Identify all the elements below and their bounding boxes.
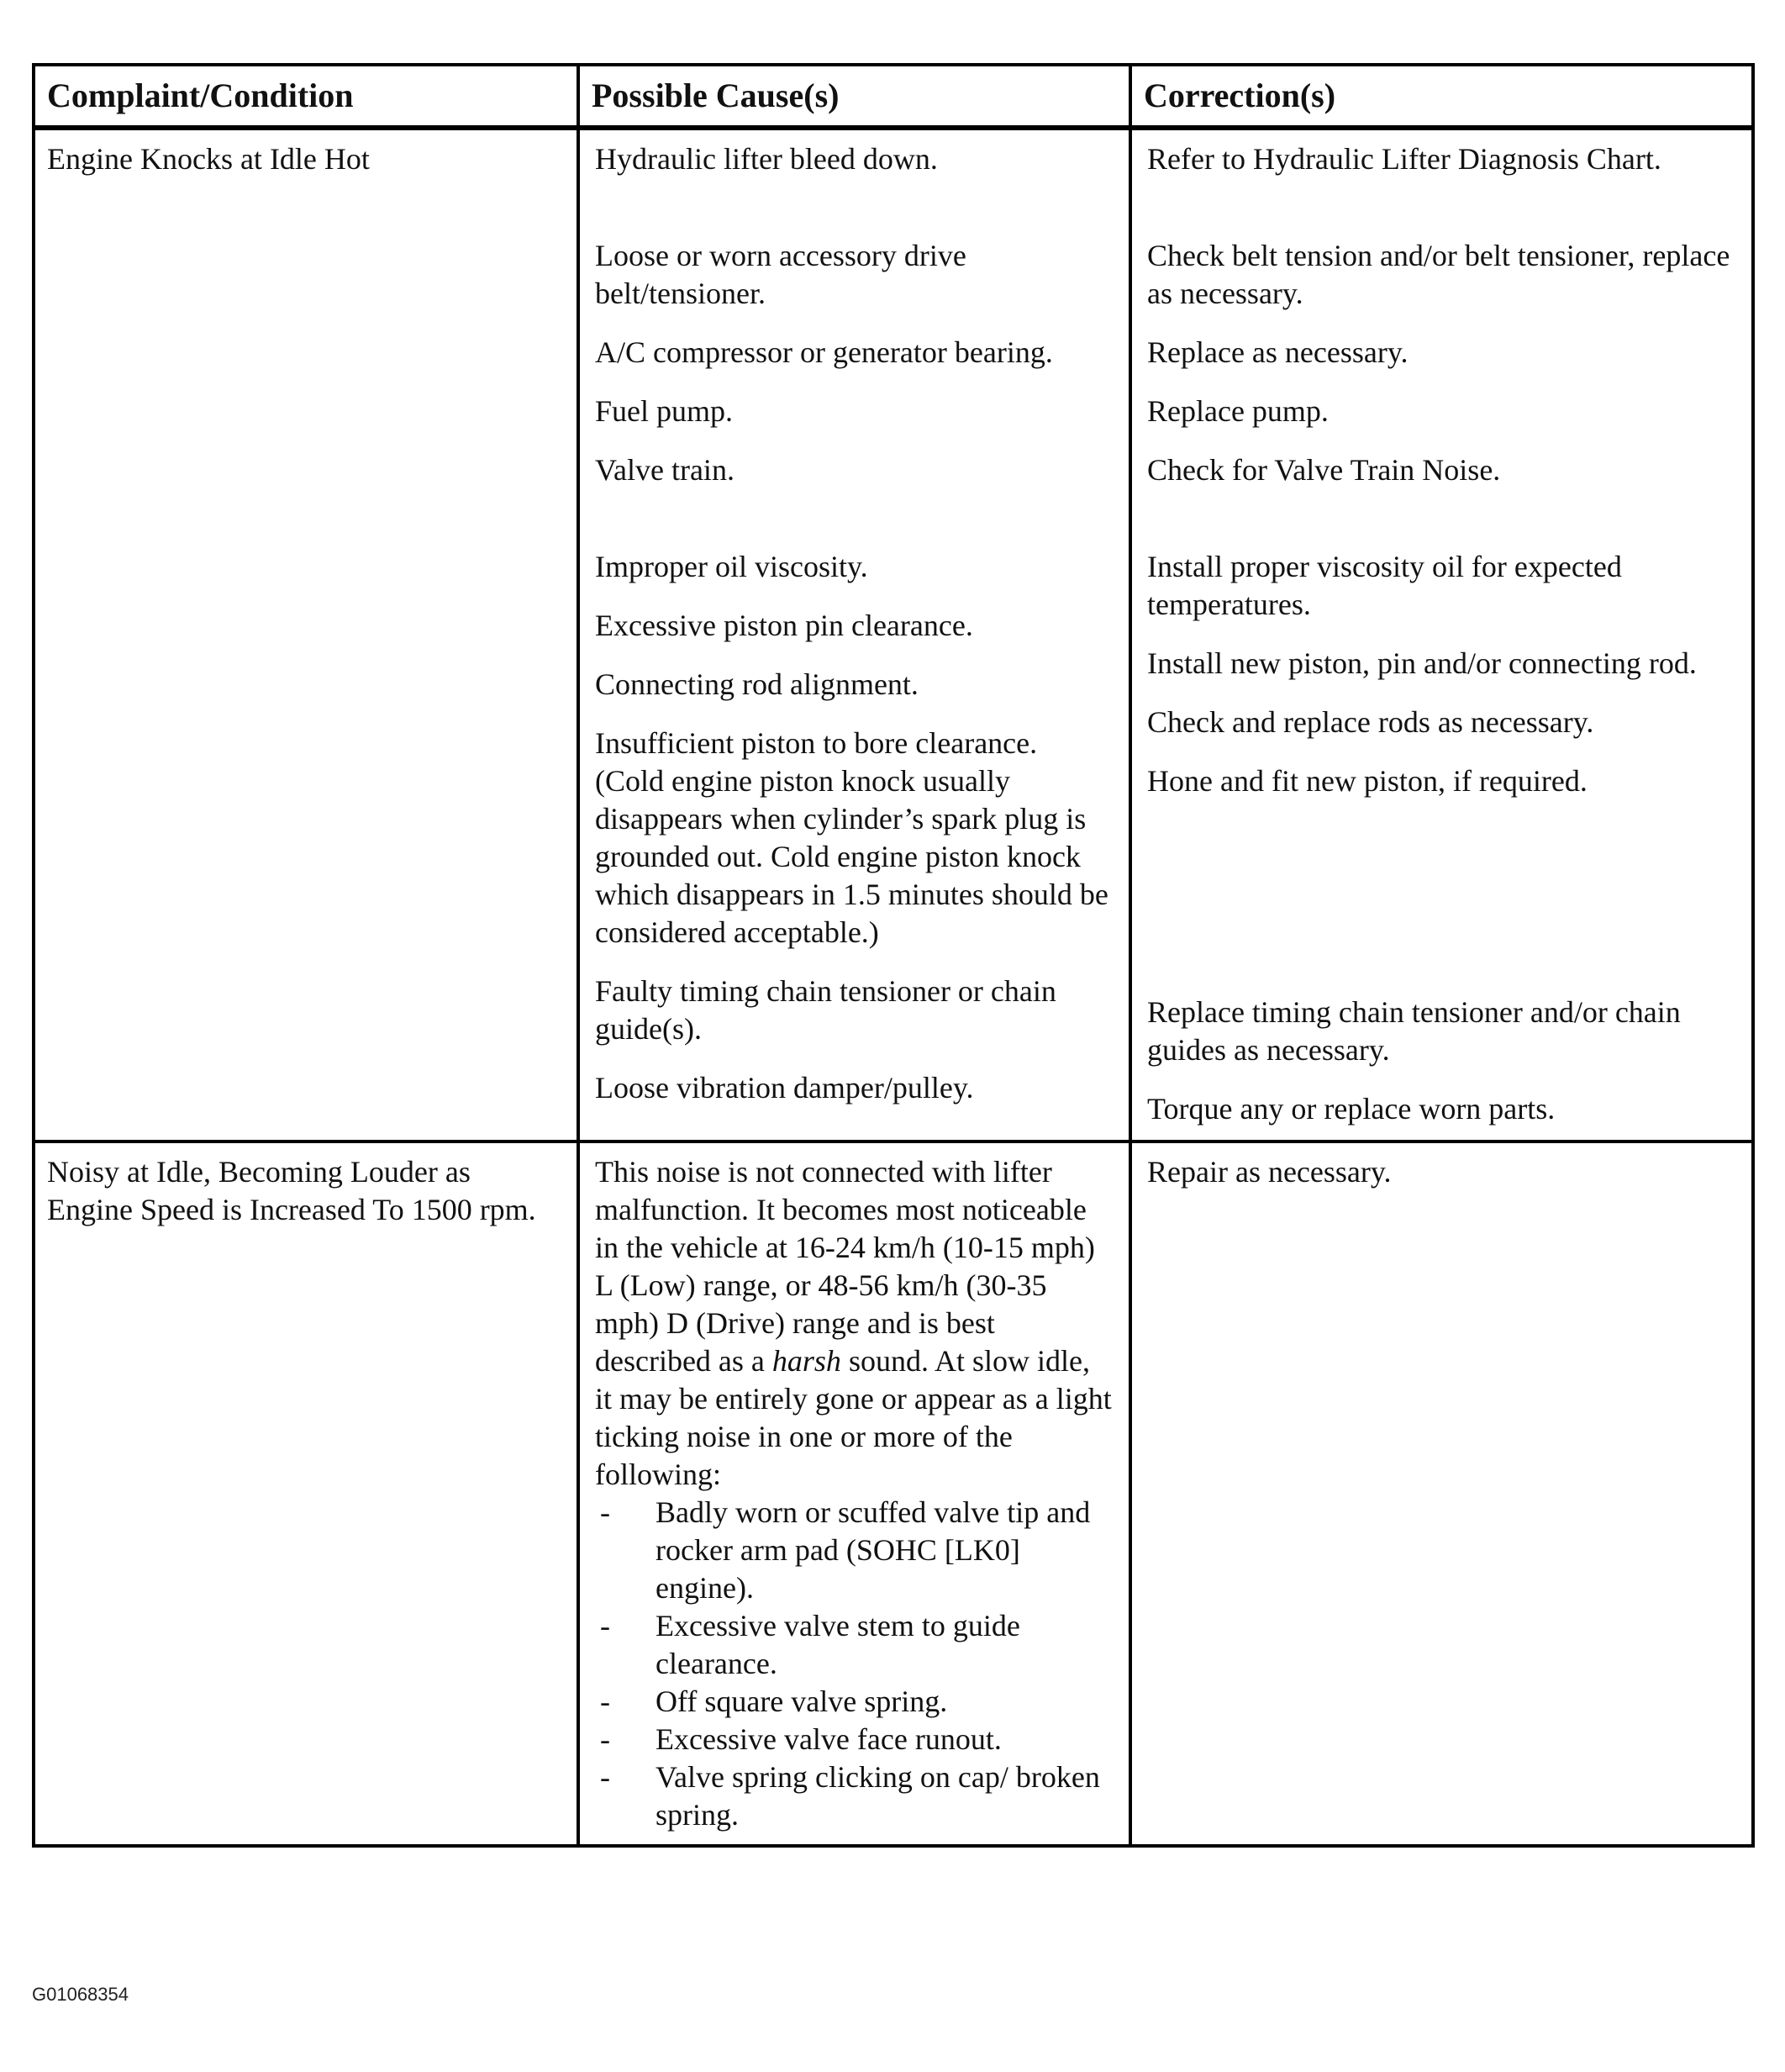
dash-bullet: -	[600, 1684, 610, 1718]
complaint-cell	[34, 1141, 578, 1846]
cause-emphasis: harsh	[771, 1344, 841, 1378]
cause-item: Connecting rod alignment.	[595, 667, 919, 701]
correction-item: Check for Valve Train Noise.	[1147, 453, 1501, 487]
bullet-text: Off square valve spring.	[656, 1684, 948, 1718]
complaint-text: Noisy at Idle, Becoming Louder as Engine Speed is Increased To 1500 rpm.	[47, 1155, 536, 1226]
header-cause: Possible Cause(s)	[578, 65, 1130, 128]
diagnosis-table	[32, 63, 1755, 1848]
cause-item: Insufficient piston to bore clearance. (Cold engine piston knock usually disappears when cylinder’s spark plug is grounded out. Cold engine piston knock which disappears in 1.5 minutes should be considered acceptable.)	[595, 726, 1108, 949]
correction-item: Check and replace rods as necessary.	[1147, 705, 1594, 739]
cause-item: Loose or worn accessory drive belt/tensioner.	[595, 239, 966, 310]
cause-paragraph	[595, 1153, 1114, 1494]
cause-item: A/C compressor or generator bearing.	[595, 335, 1053, 369]
correction-item: Install new piston, pin and/or connecting rod.	[1147, 646, 1697, 680]
correction-item: Replace pump.	[1147, 394, 1329, 428]
correction-item: Torque any or replace worn parts.	[1147, 1092, 1556, 1126]
cause-item: Valve train.	[595, 453, 735, 487]
dash-bullet: -	[600, 1609, 610, 1642]
cause-text: This noise is not connected with lifter malfunction. It becomes most noticeable in the vehicle at 16-24 km/h (10-15 mph) L (Low) range, or 48-56 km/h (30-35 mph) D (Drive) range and is best described as a	[595, 1155, 1095, 1378]
correction-item: Check belt tension and/or belt tensioner, replace as necessary.	[1147, 239, 1730, 310]
cause-item: Excessive piston pin clearance.	[595, 609, 973, 642]
list-item	[595, 1758, 1114, 1834]
complaint-cell	[34, 128, 578, 1141]
cause-cell	[578, 1141, 1130, 1846]
cause-text: sound. At slow idle, it may be entirely gone or appear as a light ticking noise in one or more of the following:	[595, 1344, 1112, 1491]
bullet-text: Excessive valve stem to guide clearance.	[656, 1609, 1020, 1680]
list-item	[595, 1494, 1114, 1607]
list-item	[595, 1683, 1114, 1721]
cause-item: Fuel pump.	[595, 394, 734, 428]
correction-item: Install proper viscosity oil for expected temperatures.	[1147, 550, 1622, 621]
dash-bullet: -	[600, 1495, 610, 1529]
cause-item: Loose vibration damper/pulley.	[595, 1071, 974, 1105]
header-complaint: Complaint/Condition	[34, 65, 578, 128]
correction-cell	[1130, 128, 1753, 1141]
list-item	[595, 1607, 1114, 1683]
correction-item: Replace as necessary.	[1147, 335, 1409, 369]
correction-cell	[1130, 1141, 1753, 1846]
table-row	[34, 1141, 1753, 1846]
correction-item: Refer to Hydraulic Lifter Diagnosis Chart.	[1147, 142, 1661, 176]
dash-bullet: -	[600, 1722, 610, 1756]
dash-bullet: -	[600, 1760, 610, 1794]
diagnosis-table-page	[32, 63, 1751, 1848]
table-row	[34, 128, 1753, 1141]
correction-item: Replace timing chain tensioner and/or chain guides as necessary.	[1147, 995, 1681, 1067]
correction-item: Repair as necessary.	[1147, 1155, 1392, 1189]
header-correction: Correction(s)	[1130, 65, 1753, 128]
cause-cell	[578, 128, 1130, 1141]
header-row	[34, 65, 1753, 128]
correction-item: Hone and fit new piston, if required.	[1147, 764, 1588, 798]
list-item	[595, 1721, 1114, 1758]
cause-item: Faulty timing chain tensioner or chain guide(s).	[595, 974, 1056, 1046]
bullet-text: Badly worn or scuffed valve tip and rocker arm pad (SOHC [LK0] engine).	[656, 1495, 1091, 1605]
cause-bullet-list	[595, 1494, 1114, 1834]
figure-id: G01068354	[32, 1984, 129, 2005]
cause-item: Hydraulic lifter bleed down.	[595, 142, 938, 176]
bullet-text: Excessive valve face runout.	[656, 1722, 1002, 1756]
complaint-text: Engine Knocks at Idle Hot	[47, 142, 370, 176]
bullet-text: Valve spring clicking on cap/ broken spring.	[656, 1760, 1100, 1832]
cause-item: Improper oil viscosity.	[595, 550, 868, 583]
